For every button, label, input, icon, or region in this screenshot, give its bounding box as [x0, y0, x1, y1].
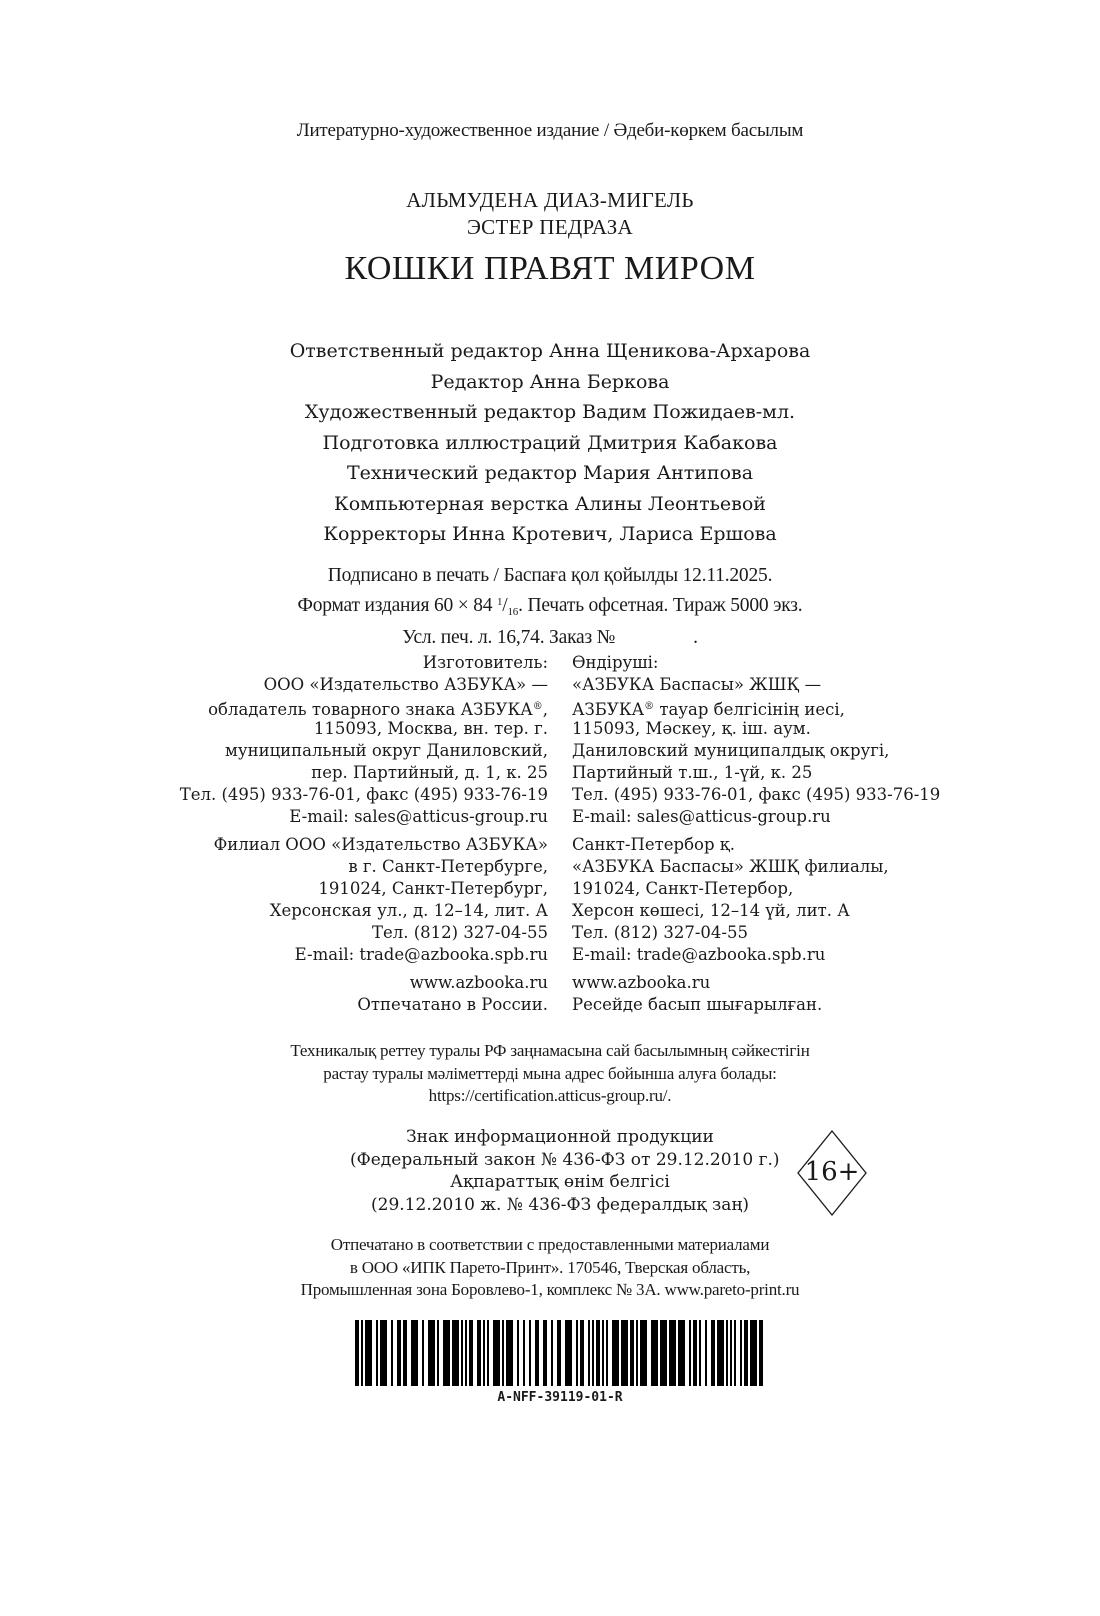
registered-trademark-icon: ® [532, 701, 543, 712]
edition-type: Литературно-художественное издание / Әдеби-көркем басылым [296, 120, 804, 141]
registered-trademark-icon: ® [644, 701, 655, 712]
certification-note: Техникалық реттеу туралы РФ заңнамасына сай басылымның сәйкестігін растау туралы мәліметтерді мына адрес бойынша алуға болады: https://certification.atticus-group.ru/. [0, 1040, 1100, 1108]
website: www.azbooka.ru [572, 973, 711, 992]
author-name: ЭСТЕР ПЕДРАЗА [467, 215, 633, 239]
credit-line: Технический редактор Мария Антипова [346, 462, 754, 484]
credit-line: Корректоры Инна Кротевич, Лариса Ершова [323, 523, 777, 545]
sheets-order-line: Усл. печ. л. 16,74. Заказ № . [402, 627, 698, 648]
certification-url: https://certification.atticus-group.ru/. [428, 1086, 672, 1105]
manufacturer-kz-footer: www.azbooka.ru Ресейде басып шығарылған. [572, 972, 992, 1016]
email: E-mail: trade@azbooka.spb.ru [294, 945, 548, 964]
manufacturer-ru-main: Изготовитель: ООО «Издательство АЗБУКА» — обладатель товарного знака АЗБУКА®, 115093, Москва, вн. тер. г. муниципальный округ Даниловский, пер. Партийный, д. 1, к. 25 Тел. (495) 933-76-01, факс (495) 933-76-19 E-mail: sales@atticus-group.ru [128, 652, 548, 828]
manufacturer-ru-branch: Филиал ООО «Издательство АЗБУКА» в г. Санкт-Петербурге, 191024, Санкт-Петербург, Херсонская ул., д. 12–14, лит. А Тел. (812) 327-04-55 E-mail: trade@azbooka.spb.ru [128, 834, 548, 966]
print-info [0, 563, 1100, 651]
signed-to-print: Подписано в печать / Баспаға қол қойылды 12.11.2025. [327, 565, 773, 586]
manufacturer-kz [572, 652, 992, 1016]
info-product-sign: Знак информационной продукции (Федеральный закон № 436-ФЗ от 29.12.2010 г.) Ақпараттық өнім белгісі (29.12.2010 ж. № 436-ФЗ федералдық заң) [350, 1127, 780, 1215]
printer-info: Отпечатано в соответствии с предоставленными материалами в ООО «ИПК Парето-Принт». 170546, Тверская область, Промышленная зона Боровлево-1, комплекс № 3А. www.pareto-print.ru [300, 1235, 800, 1299]
credit-line: Художественный редактор Вадим Пожидаев-мл. [304, 401, 796, 423]
book-title: КОШКИ ПРАВЯТ МИРОМ [344, 250, 756, 287]
email: E-mail: sales@atticus-group.ru [289, 807, 548, 826]
credits-list [0, 336, 1100, 550]
barcode-label: A-NFF-39119-01-R [497, 1390, 623, 1405]
credit-line: Редактор Анна Беркова [430, 370, 670, 393]
manufacturer-ru [128, 652, 548, 1016]
age-rating-badge [797, 1130, 867, 1216]
email: E-mail: sales@atticus-group.ru [572, 807, 831, 826]
age-rating: 16+ [804, 1157, 860, 1187]
credit-line: Компьютерная верстка Алины Леонтьевой [334, 492, 766, 515]
format-line: Формат издания 60 × 84 $^1/_{16}$. Печать офсетная. Тираж 5000 экз. [297, 595, 803, 618]
author-name: АЛЬМУДЕНА ДИАЗ-МИГЕЛЬ [406, 188, 694, 212]
email: E-mail: trade@azbooka.spb.ru [572, 945, 826, 964]
website: www.azbooka.ru [409, 973, 548, 992]
manufacturer-kz-main: Өндіруші: «АЗБУКА Баспасы» ЖШҚ — АЗБУКА® тауар белгісінің иесі, 115093, Мәскеу, қ. іш. аум. Даниловский муниципалдық округі, Партийный т.ш., 1-үй, к. 25 Тел. (495) 933-76-01, факс (495) 933-76-19 E-mail: sales@atticus-group.ru [572, 652, 992, 828]
manufacturer-ru-footer: www.azbooka.ru Отпечатано в России. [128, 972, 548, 1016]
credit-line: Ответственный редактор Анна Щеникова-Архарова [289, 340, 811, 362]
credit-line: Подготовка иллюстраций Дмитрия Кабакова [322, 431, 778, 454]
manufacturer-kz-branch: Санкт-Петербор қ. «АЗБУКА Баспасы» ЖШҚ филиалы, 191024, Санкт-Петербор, Херсон көшесі, 12–14 үй, лит. А Тел. (812) 327-04-55 E-mail: trade@azbooka.spb.ru [572, 834, 992, 966]
